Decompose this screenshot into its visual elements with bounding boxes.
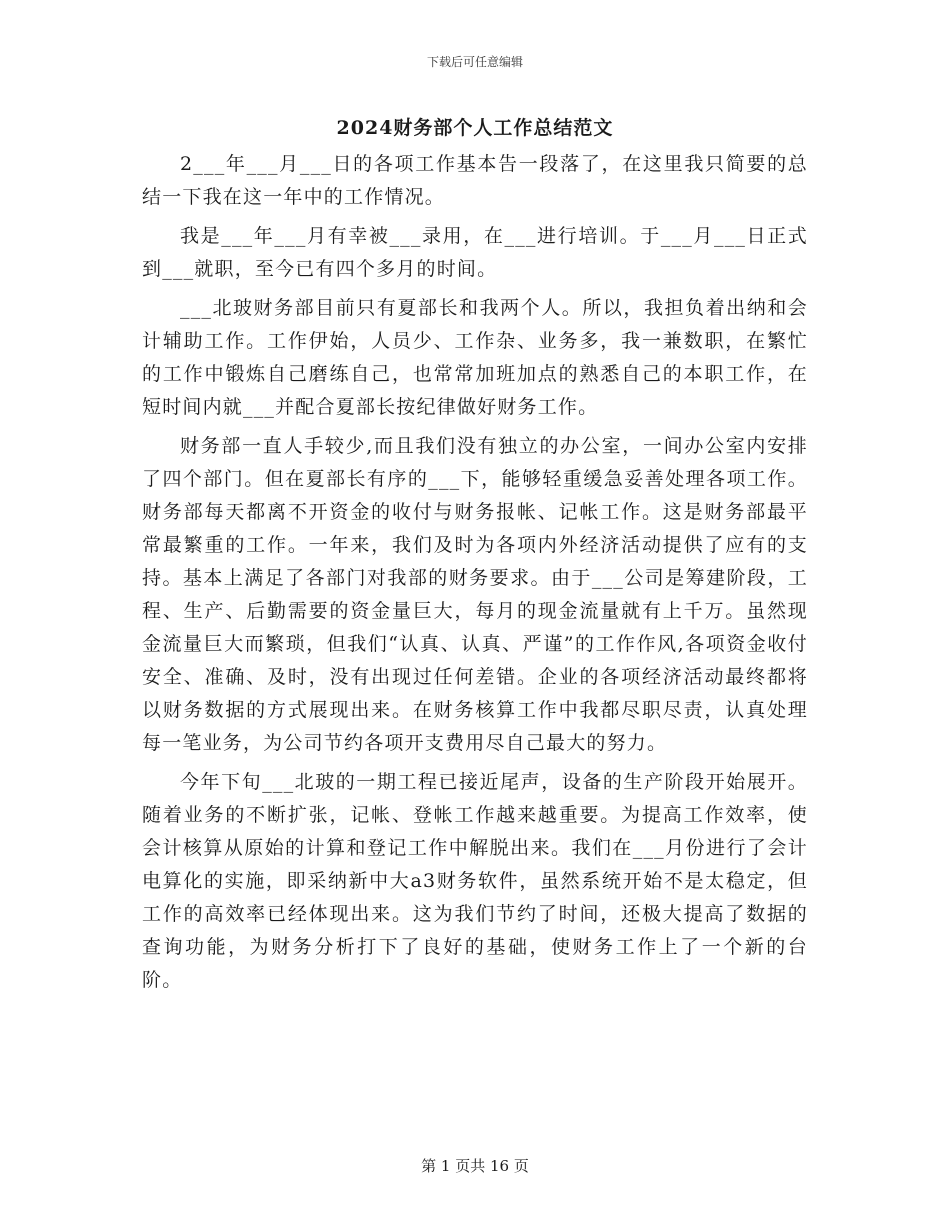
paragraph: 财务部一直人手较少,而且我们没有独立的办公室，一间办公室内安排了四个部门。但在夏部长有序的___下，能够轻重缓急妥善处理各项工作。财务部每天都离不开资金的收付与财务报帐、记帐工作。这是财务部最平常最繁重的工作。一年来，我们及时为各项内外经济活动提供了应有的支持。基本上满足了各部门对我部的财务要求。由于___公司是筹建阶段，工程、生产、后勤需要的资金量巨大，每月的现金流量就有上千万。虽然现金流量巨大而繁琐，但我们“认真、认真、严谨”的工作作风,各项资金收付安全、准确、及时，没有出现过任何差错。企业的各项经济活动最终都将以财务数据的方式展现出来。在财务核算工作中我都尽职尽责，认真处理每一笔业务，为公司节约各项开支费用尽自己最大的努力。 [142,435,808,754]
paragraph: 今年下旬___北玻的一期工程已接近尾声，设备的生产阶段开始展开。随着业务的不断扩张，记帐、登帐工作越来越重要。为提高工作效率，使会计核算从原始的计算和登记工作中解脱出来。我们在___月份进行了会计电算化的实施，即采纳新中大a3财务软件，虽然系统开始不是太稳定，但工作的高效率已经体现出来。这为我们节约了时间，还极大提高了数据的查询功能，为财务分析打下了良好的基础，使财务工作上了一个新的台阶。 [142,771,808,991]
document-body [142,148,808,1003]
paragraph: 2___年___月___日的各项工作基本告一段落了，在这里我只简要的总结一下我在这一年中的工作情况。 [142,153,808,208]
paragraph: 我是___年___月有幸被___录用，在___进行培训。于___月___日正式到___就职，至今已有四个多月的时间。 [142,225,808,280]
document-title: 2024财务部个人工作总结范文 [336,117,614,139]
page-number-indicator: 第 1 页共 16 页 [421,1157,529,1175]
page-header-note: 下载后可任意编辑 [426,55,523,69]
paragraph: ___北玻财务部目前只有夏部长和我两个人。所以，我担负着出纳和会计辅助工作。工作伊始，人员少、工作杂、业务多，我一兼数职，在繁忙的工作中锻炼自己磨练自己，也常常加班加点的熟悉自己的本职工作，在短时间内就___并配合夏部长按纪律做好财务工作。 [142,297,808,418]
